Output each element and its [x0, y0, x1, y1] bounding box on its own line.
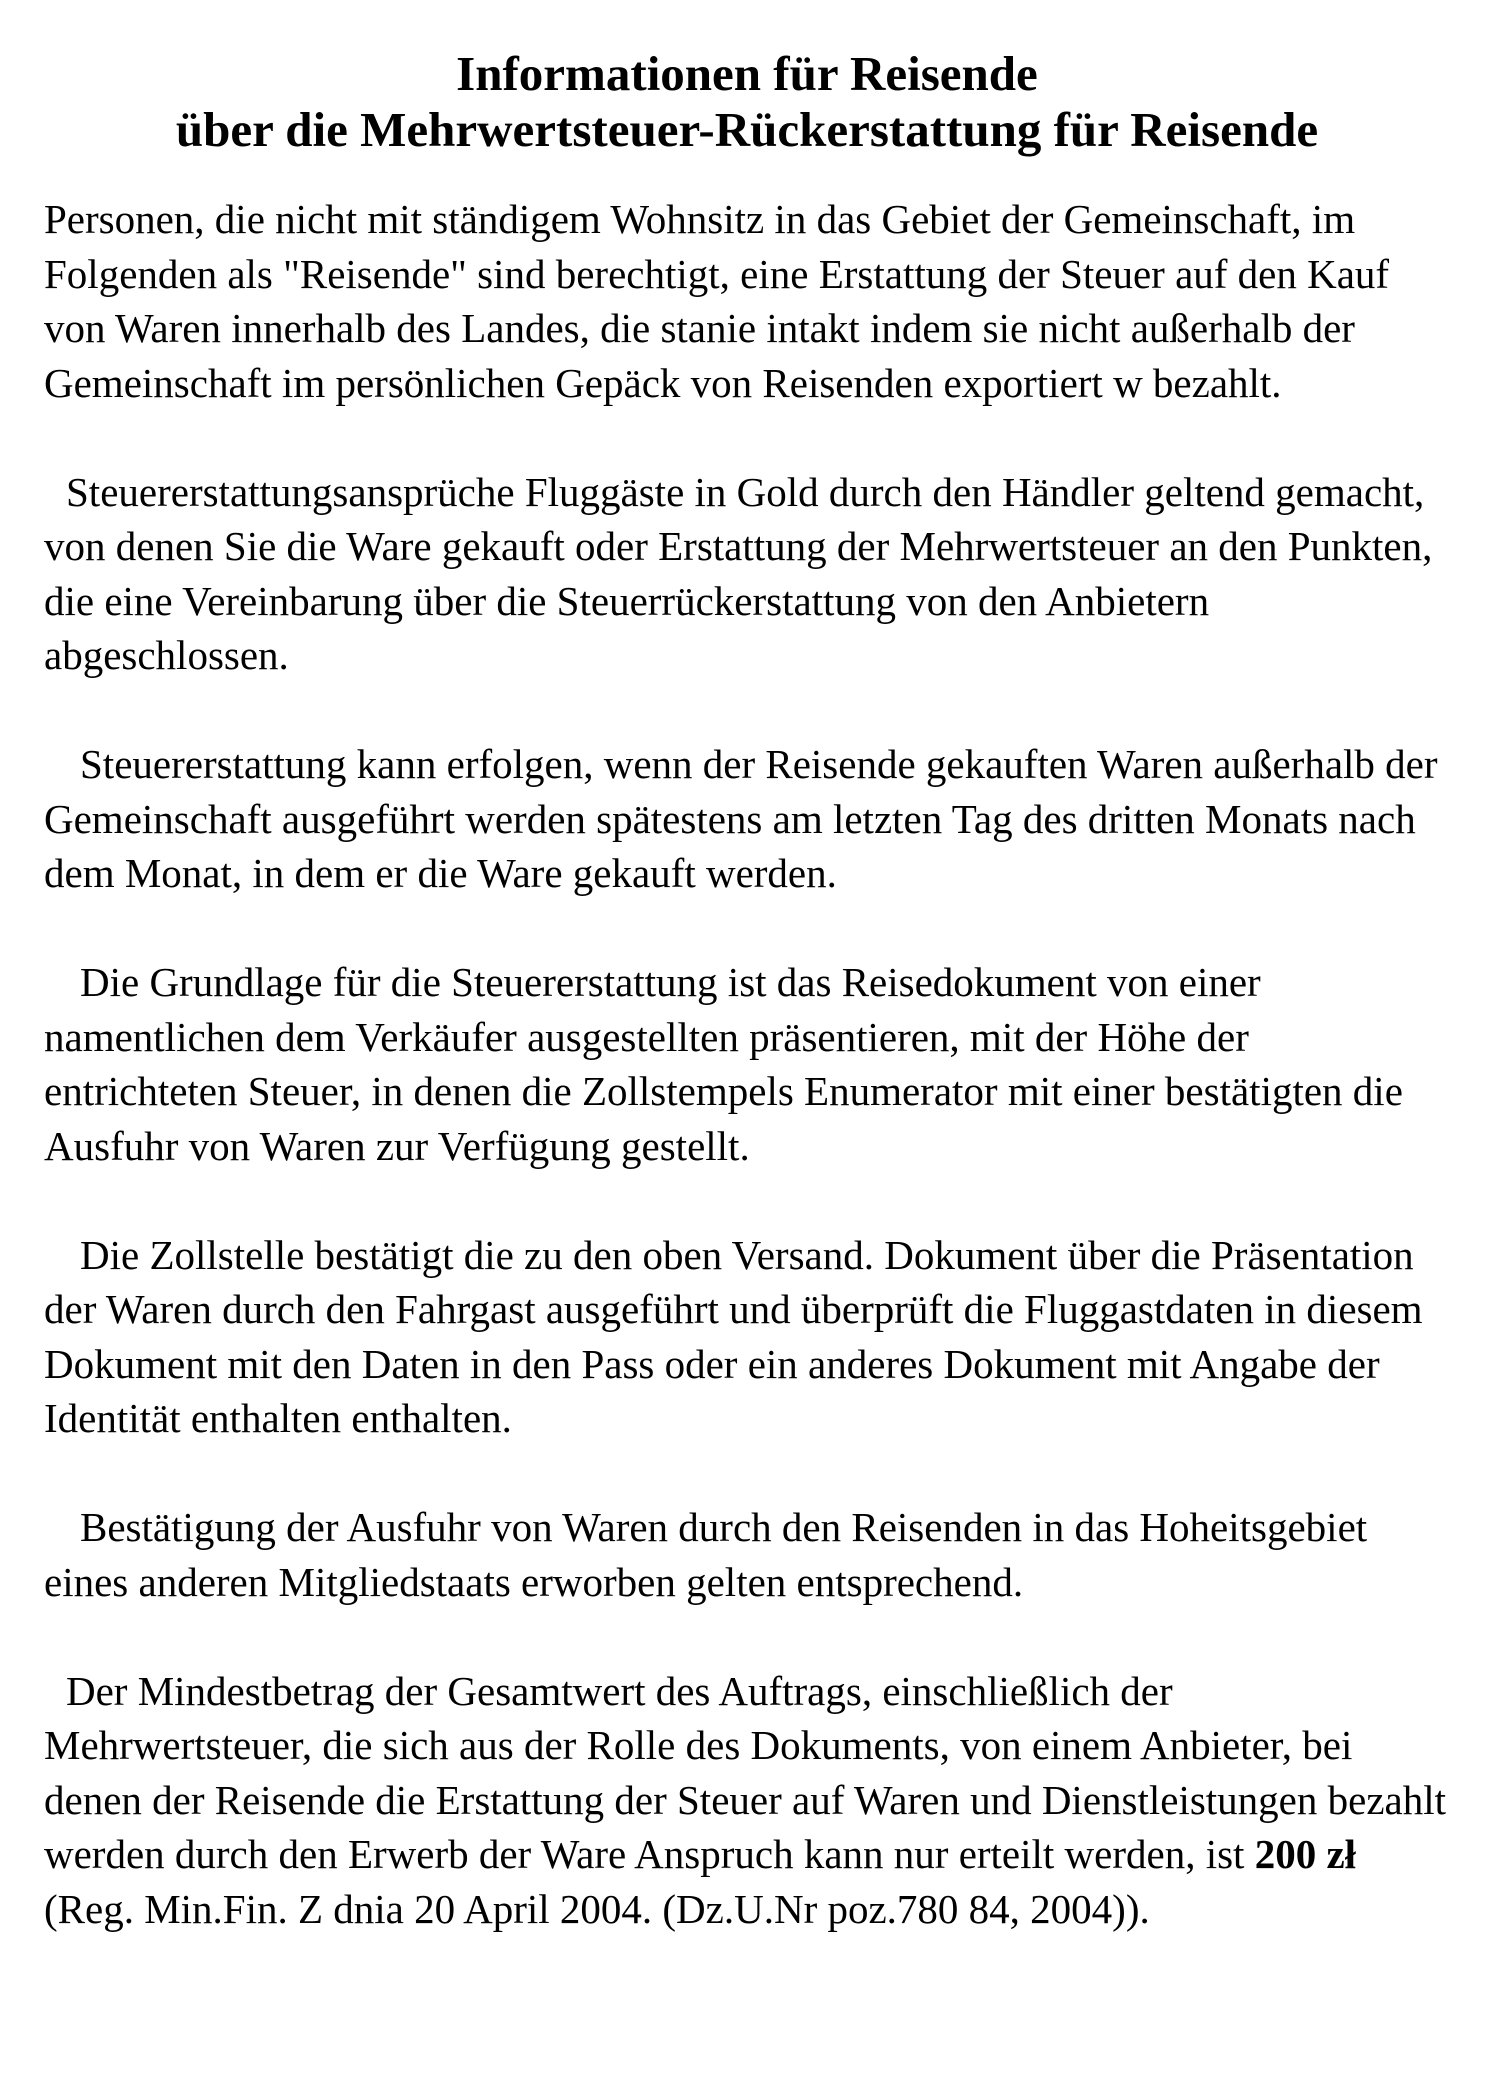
title-line-2: über die Mehrwertsteuer-Rückerstattung für Reisende: [175, 102, 1319, 157]
paragraph-customs-office: Die Zollstelle bestätigt die zu den oben Versand. Dokument über die Präsentation der Waren durch den Fahrgast ausgeführt und überprüft die Fluggastdaten in diesem Dokument mit den Daten in den Pass oder ein anderes Dokument mit Angabe der Identität enthalten enthalten.: [44, 1231, 1423, 1441]
minimum-amount-value: 200 zł: [1254, 1831, 1357, 1877]
document-body: [44, 192, 1450, 1936]
paragraph-claims: Steuererstattungsansprüche Fluggäste in Gold durch den Händler geltend gemacht, von denen Sie die Ware gekauft oder Erstattung der Mehrwertsteuer an den Punkten, die eine Vereinbarung über die Steuerrückerstattung von den Anbietern abgeschlossen.: [44, 468, 1433, 678]
title-line-1: Informationen für Reisende: [456, 46, 1038, 101]
paragraph-refund-basis: Die Grundlage für die Steuererstattung ist das Reisedokument von einer namentlichen dem Verkäufer ausgestellten präsentieren, mit der Höhe der entrichteten Steuer, in denen die Zollstempels Enumerator mit einer bestätigten die Ausfuhr von Waren zur Verfügung gestellt.: [44, 959, 1403, 1169]
paragraph-eligibility: Personen, die nicht mit ständigem Wohnsitz in das Gebiet der Gemeinschaft, im Folgenden als "Reisende" sind berechtigt, eine Erstattung der Steuer auf den Kauf von Waren innerhalb des Landes, die stanie intakt indem sie nicht außerhalb der Gemeinschaft im persönlichen Gepäck von Reisenden exportiert w bezahlt.: [44, 196, 1390, 406]
minimum-amount-text-after: (Reg. Min.Fin. Z dnia 20 April 2004. (Dz.U.Nr poz.780 84, 2004)).: [44, 1885, 1150, 1932]
minimum-amount-text-before: Der Mindestbetrag der Gesamtwert des Auftrags, einschließlich der Mehrwertsteuer, die sich aus der Rolle des Dokuments, von einem Anbieter, bei denen der Reisende die Erstattung der Steuer auf Waren und Dienstleistungen bezahlt werden durch den Erwerb der Ware Anspruch kann nur erteilt werden, ist: [44, 1667, 1447, 1877]
paragraph-export-confirmation: Bestätigung der Ausfuhr von Waren durch den Reisenden in das Hoheitsgebiet eines anderen Mitgliedstaats erworben gelten entsprechend.: [44, 1504, 1368, 1605]
paragraph-refund-deadline: Steuererstattung kann erfolgen, wenn der Reisende gekauften Waren außerhalb der Gemeinschaft ausgeführt werden spätestens am letzten Tag des dritten Monats nach dem Monat, in dem er die Ware gekauft werden.: [44, 741, 1438, 896]
document-title: [44, 46, 1450, 158]
paragraph-minimum-amount: [44, 1664, 1450, 1937]
